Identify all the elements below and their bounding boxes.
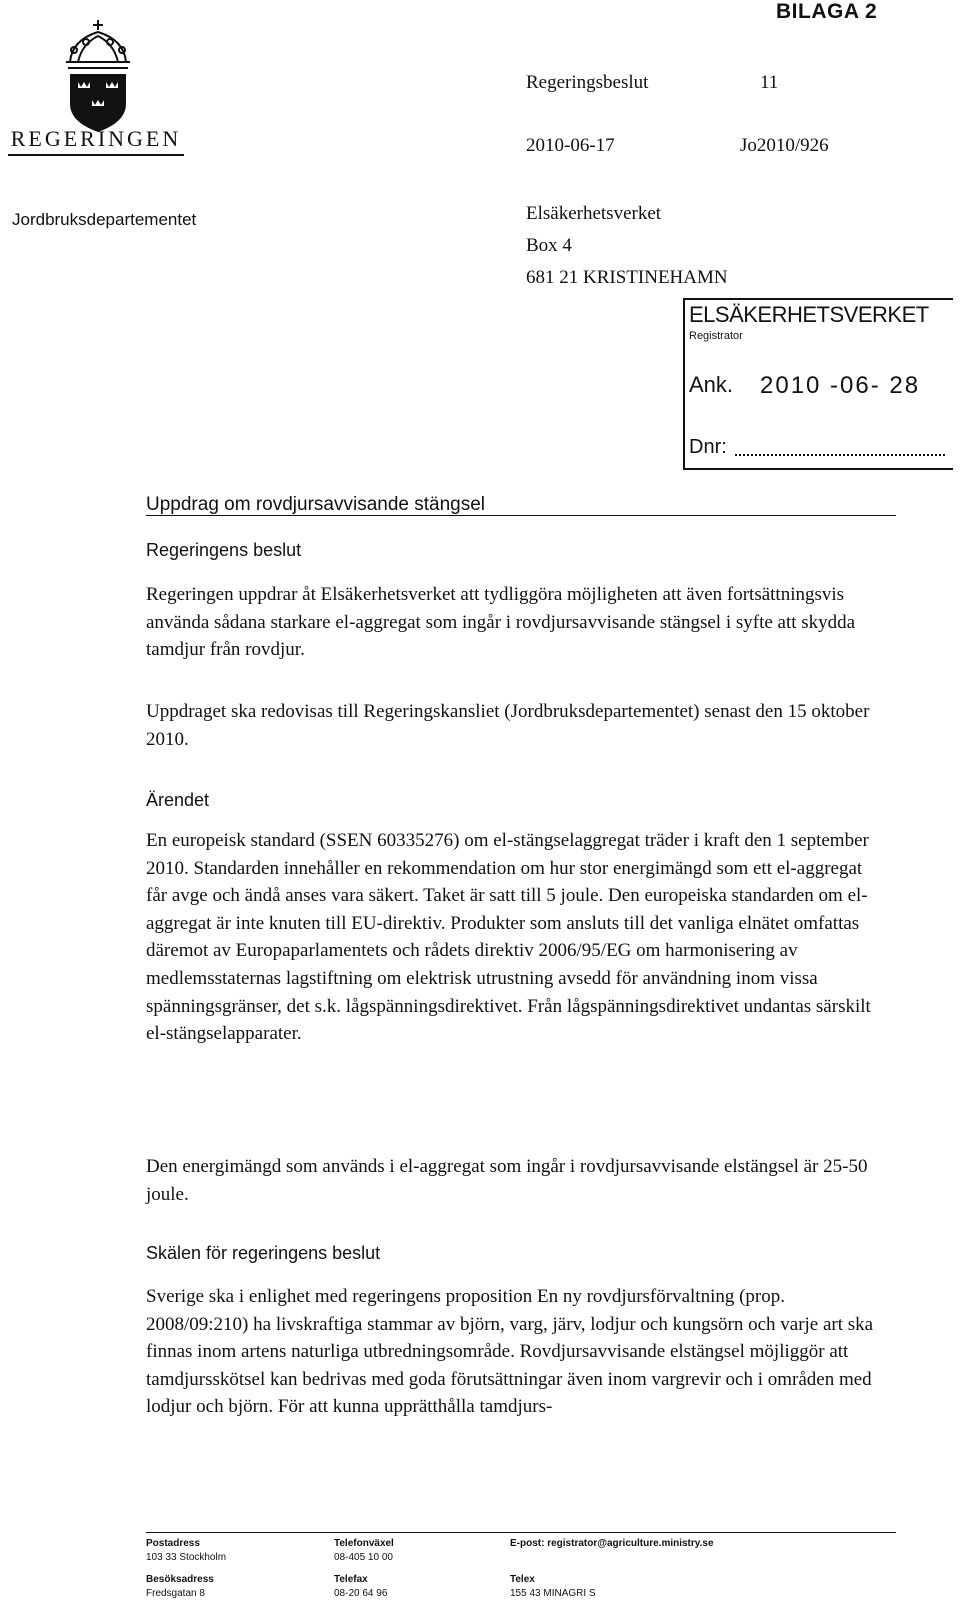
document-number: 11 <box>760 72 779 93</box>
stamp-registrator: Registrator <box>689 330 743 342</box>
department-name: Jordbruksdepartementet <box>12 210 197 229</box>
stamp-received-date: 2010 -06- 28 <box>760 372 921 399</box>
footer-value: Fredsgatan 8 <box>146 1588 205 1599</box>
body-paragraph: Sverige ska i enlighet med regeringens proposition En ny rovdjursförvaltning (prop. 2008/09:210) ha livskraftiga stammar av björn, varg, järv, lodjur och kungsörn och varje art ska finnas inom artens naturliga utbredningsområde. Rovdjursavvisande elstängsel möjliggör att tamdjursskötsel kan bedrivas med goda förutsättningar även inom vargrevir och i områden med lodjur och björn. För att kunna upprätthålla tamdjurs- <box>146 1286 874 1418</box>
stamp-dnr-line <box>735 454 945 456</box>
document-type: Regeringsbeslut <box>526 72 649 93</box>
footer-value: 08-405 10 00 <box>334 1552 393 1563</box>
footer-value: 103 33 Stockholm <box>146 1552 227 1563</box>
footer-value: 08-20 64 96 <box>334 1588 388 1599</box>
footer-label: Telex <box>510 1574 535 1585</box>
recipient-line: Elsäkerhetsverket <box>526 203 662 224</box>
body-paragraph: Uppdraget ska redovisas till Regeringskansliet (Jordbruksdepartementet) senast den 15 oktober 2010. <box>146 701 870 750</box>
stamp-dnr-label: Dnr: <box>689 436 727 458</box>
section-heading: Ärendet <box>146 790 210 810</box>
recipient-line: Box 4 <box>526 235 572 256</box>
footer-label: Telefonväxel <box>334 1538 394 1549</box>
body-paragraph: Den energimängd som används i el-aggregat som ingår i rovdjursavvisande elstängsel är 25-50 joule. <box>146 1156 868 1205</box>
footer-email: E-post: registrator@agriculture.ministry.se <box>510 1538 714 1549</box>
logo-wordmark: REGERINGEN <box>10 126 182 151</box>
stamp-ank-label: Ank. <box>689 372 734 397</box>
section-heading: Skälen för regeringens beslut <box>146 1243 381 1263</box>
stamp-organisation: ELSÄKERHETSVERKET <box>689 302 929 327</box>
logo-underline <box>8 154 184 156</box>
footer-label: Besöksadress <box>146 1574 214 1585</box>
footer-label: Postadress <box>146 1538 200 1549</box>
subject-underline <box>146 515 896 516</box>
document-date: 2010-06-17 <box>526 135 615 156</box>
section-heading: Regeringens beslut <box>146 540 302 560</box>
document-reference: Jo2010/926 <box>740 135 829 156</box>
body-paragraph: Regeringen uppdrar åt Elsäkerhetsverket att tydliggöra möjligheten att även fortsättningsvis använda sådana starkare el-aggregat som ingår i rovdjursavvisande stängsel i syfte att skydda tamdjur från rovdjur. <box>146 584 856 661</box>
footer-value: 155 43 MINAGRI S <box>510 1588 596 1599</box>
footer-label: Telefax <box>334 1574 368 1585</box>
subject-title: Uppdrag om rovdjursavvisande stängsel <box>146 494 486 515</box>
bilaga-label: BILAGA 2 <box>776 0 878 23</box>
recipient-line: 681 21 KRISTINEHAMN <box>526 267 728 288</box>
footer-rule <box>146 1532 896 1533</box>
body-paragraph: En europeisk standard (SSEN 60335276) om el-stängselaggregat träder i kraft den 1 september 2010. Standarden innehåller en rekommendation om hur stor energimängd som ett el-aggregat får avge och ändå anses vara säkert. Taket är satt till 5 joule. Den europeiska standarden om el-aggregat är inte knuten till EU-direktiv. Produkter som ansluts till det vanliga elnätet omfattas däremot av Europaparlamentets och rådets direktiv 2006/95/EG om harmonisering av medlemsstaternas lagstiftning om elektrisk utrustning avsedd för användning inom vissa spänningsgränser, det s.k. lågspänningsdirektivet. Från lågspänningsdirektivet undantas särskilt el-stängselapparater. <box>146 830 871 1045</box>
